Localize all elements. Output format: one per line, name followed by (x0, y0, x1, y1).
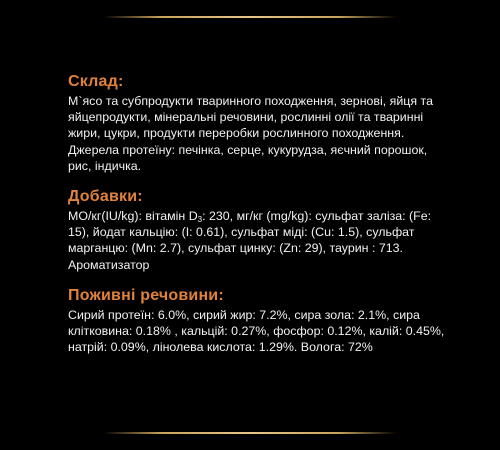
nutrients-text: Сирий протеїн: 6.0%, сирий жир: 7.2%, сира зола: 2.1%, сира клітковина: 0.18% , кальцій: 0.27%, фосфор: 0.12%, калій: 0.45%, натрій: 0.09%, лінолева кислота: 1.29%. Волога: 72% (68, 307, 445, 355)
vitamin-subscript: 3 (197, 215, 203, 225)
bottom-divider (103, 432, 397, 434)
top-divider (103, 16, 397, 18)
additives-section (68, 187, 448, 273)
additives-body: : 230, мг/кг (mg/kg): сульфат заліза: (Fe: 15), йодат кальцію: (I: 0.61), сульфат міді: (Cu: 1.5), сульфат марганцю: (Mn: 2.7), сульфат цинку: (Zn: 29), таурин : 713. Ароматизатор (68, 209, 432, 272)
protein-sources-text: Джерела протеїну: печінка, серце, кукурудза, яєчний порошок, рис, індичка. (68, 142, 428, 173)
vitamin-prefix: МО/кг(IU/kg): вітамін D (68, 209, 198, 224)
additives-text (68, 208, 448, 273)
composition-text: М`ясо та субпродукти тваринного походження, зернові, яйця та яйцепродукти, мінеральні речовини, рослинні олії та тваринні жири, цукри, продукти переробки рослинного походження. (68, 94, 433, 141)
additives-heading: Добавки: (68, 188, 143, 206)
composition-section (68, 72, 448, 174)
label-content (68, 72, 448, 355)
nutrients-section (68, 286, 448, 356)
composition-heading: Склад: (68, 73, 124, 90)
nutrients-heading: Поживні речовини: (68, 286, 224, 304)
